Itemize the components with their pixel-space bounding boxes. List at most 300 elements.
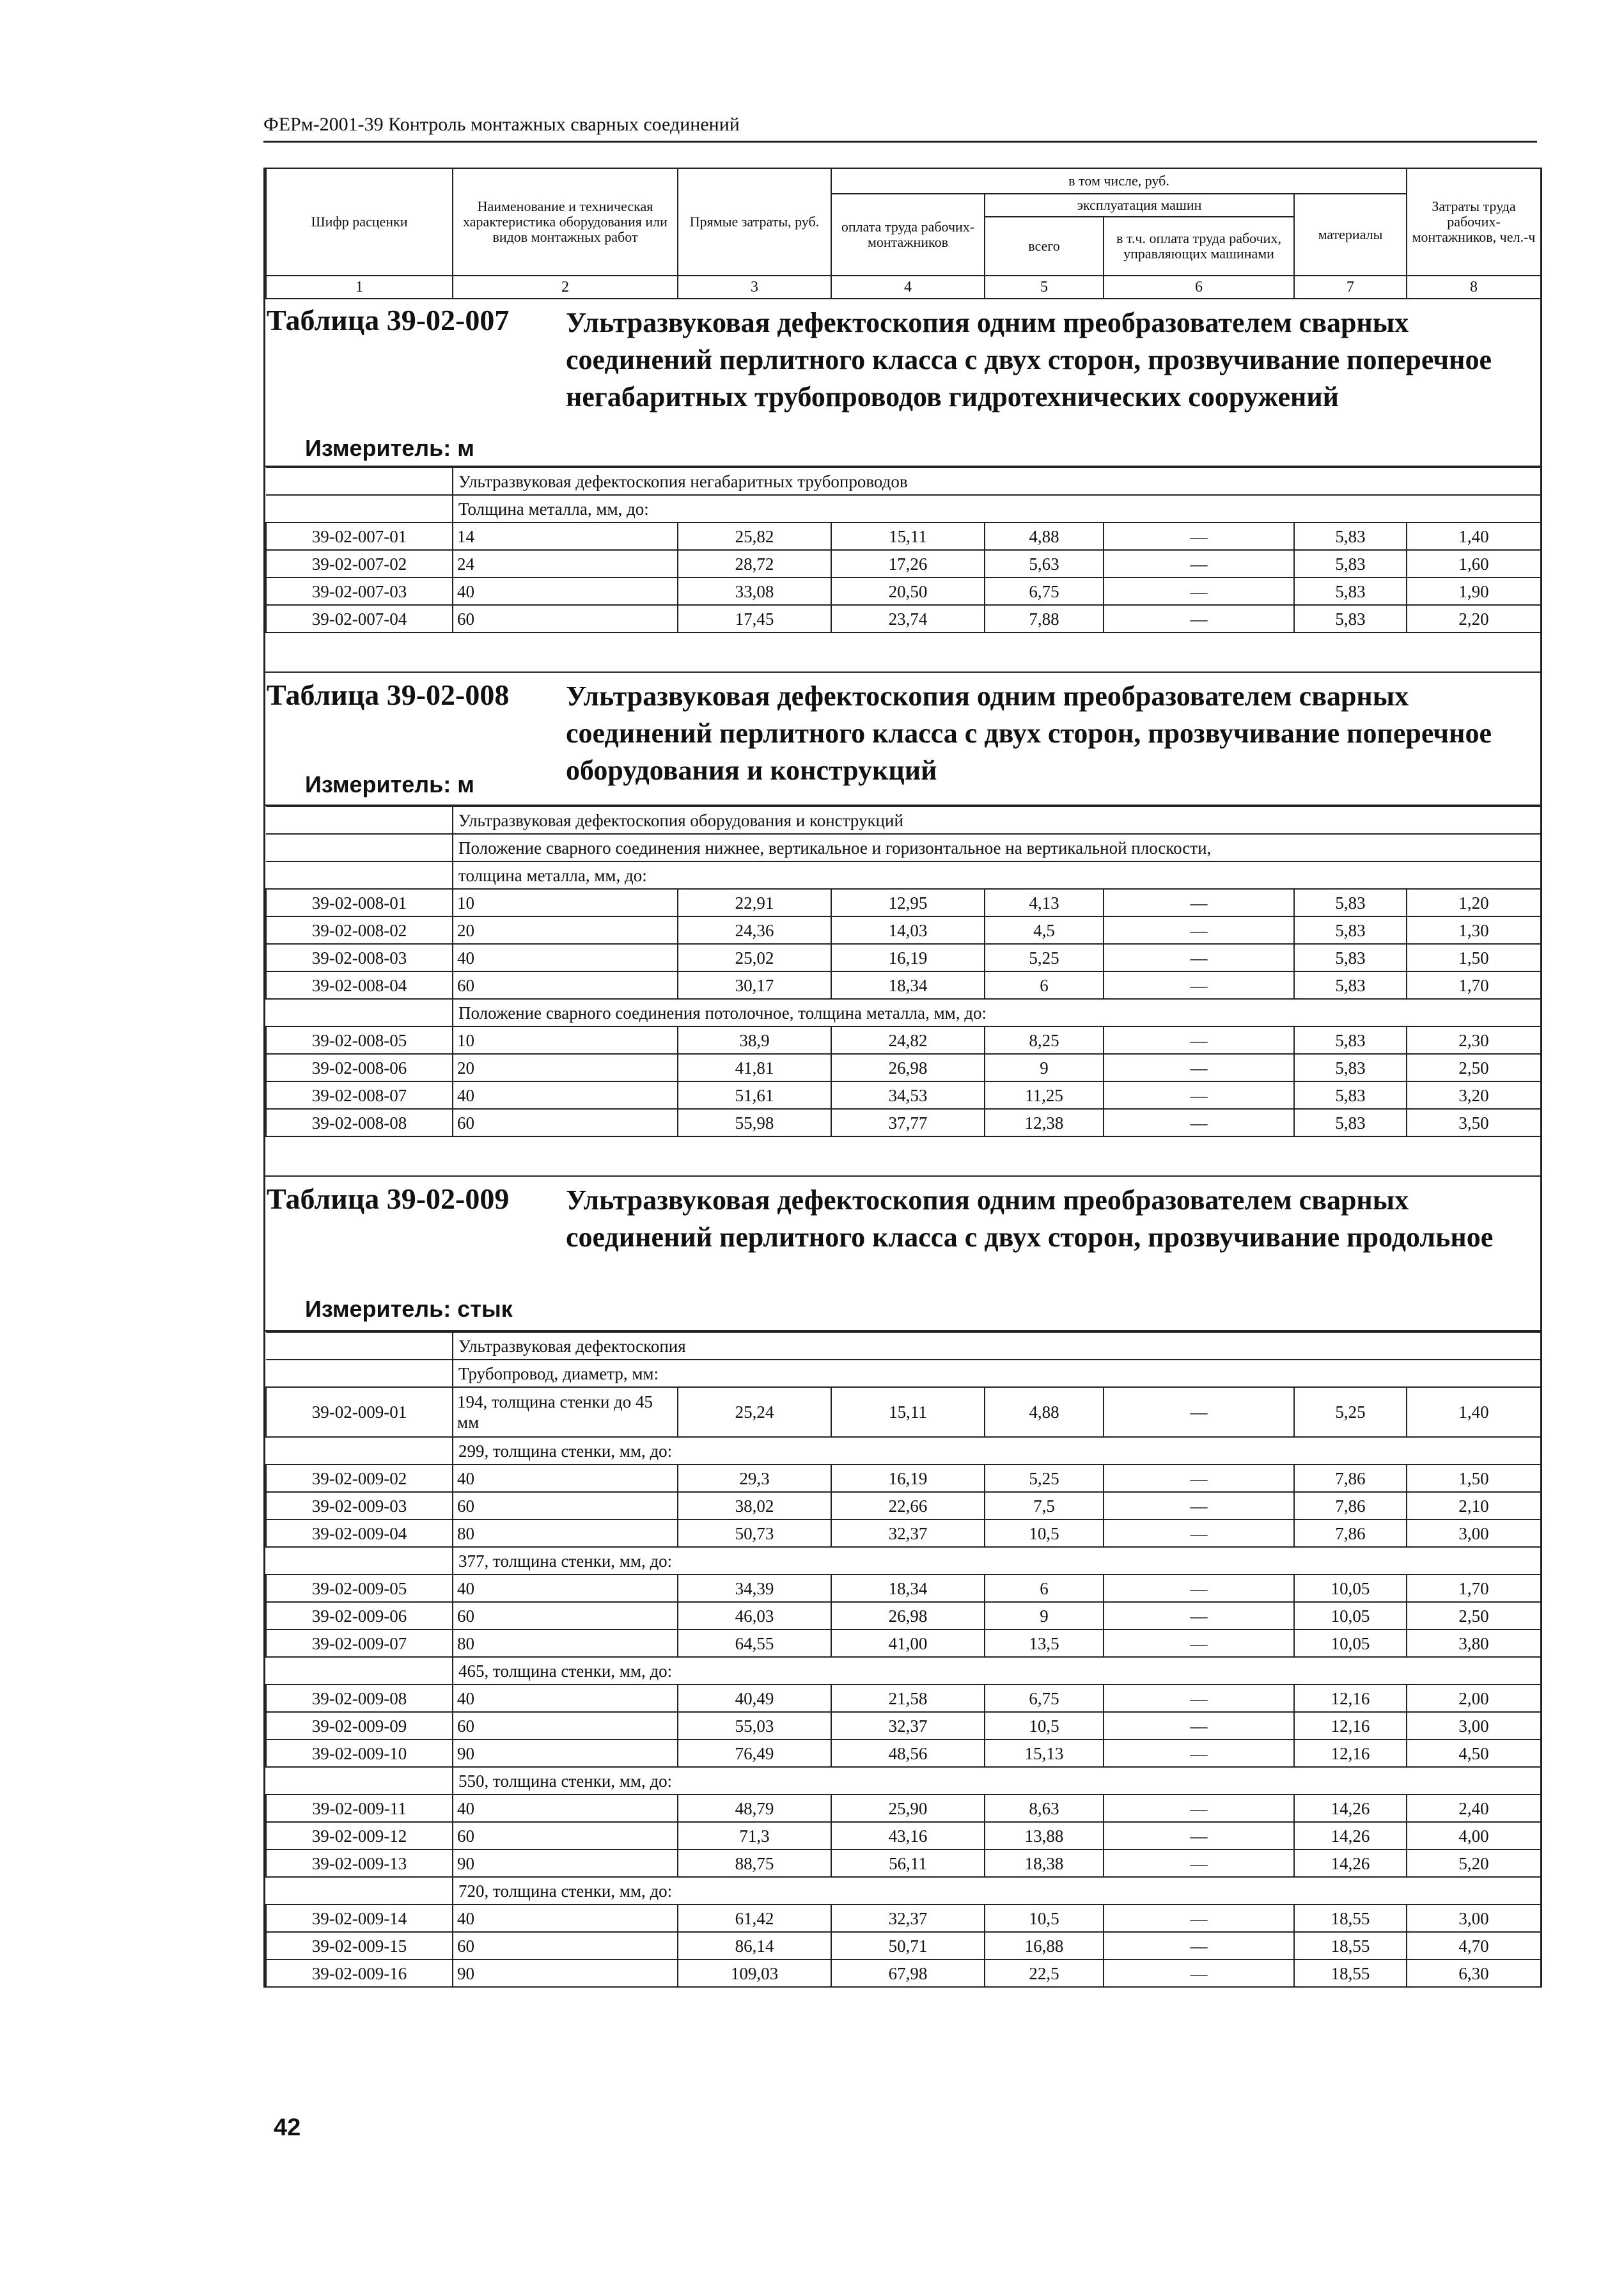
machine-cost: 18,38	[985, 1849, 1104, 1877]
rate-name: 20	[453, 916, 678, 944]
direct-cost: 30,17	[678, 971, 831, 999]
materials-cost: 10,05	[1294, 1574, 1407, 1602]
machine-labor-cost: —	[1104, 1684, 1294, 1712]
group-row	[266, 1547, 1541, 1574]
machine-labor-cost: —	[1104, 1932, 1294, 1959]
machine-labor-cost: —	[1104, 916, 1294, 944]
rate-code: 39-02-007-02	[266, 550, 453, 577]
materials-cost: 5,83	[1294, 944, 1407, 971]
rate-name: 20	[453, 1054, 678, 1081]
machine-labor-cost: —	[1104, 1054, 1294, 1081]
rate-code: 39-02-008-06	[266, 1054, 453, 1081]
rate-name: 60	[453, 605, 678, 632]
labor-cost: 21,58	[831, 1684, 985, 1712]
machine-labor-cost: —	[1104, 1109, 1294, 1136]
labor-hours: 1,30	[1407, 916, 1541, 944]
rate-code: 39-02-008-07	[266, 1081, 453, 1109]
machine-labor-cost: —	[1104, 944, 1294, 971]
machine-cost: 4,13	[985, 889, 1104, 916]
labor-hours: 3,20	[1407, 1081, 1541, 1109]
labor-hours: 1,40	[1407, 522, 1541, 550]
machine-cost: 9	[985, 1054, 1104, 1081]
table-heading	[265, 299, 1540, 467]
labor-hours: 1,60	[1407, 550, 1541, 577]
materials-cost: 5,83	[1294, 1054, 1407, 1081]
labor-cost: 32,37	[831, 1904, 985, 1932]
direct-cost: 55,98	[678, 1109, 831, 1136]
group-blank-cell	[266, 1547, 453, 1574]
labor-cost: 16,19	[831, 1464, 985, 1492]
col-header-code: Шифр расценки	[266, 168, 453, 276]
machine-cost: 13,5	[985, 1629, 1104, 1657]
direct-cost: 25,24	[678, 1387, 831, 1437]
direct-cost: 109,03	[678, 1959, 831, 1987]
materials-cost: 5,83	[1294, 1109, 1407, 1136]
group-blank-cell	[266, 999, 453, 1026]
rate-name: 24	[453, 550, 678, 577]
group-row	[266, 1437, 1541, 1464]
rate-code: 39-02-009-10	[266, 1739, 453, 1767]
direct-cost: 71,3	[678, 1822, 831, 1849]
rate-name: 60	[453, 1109, 678, 1136]
machine-cost: 5,63	[985, 550, 1104, 577]
direct-cost: 25,02	[678, 944, 831, 971]
table-label: Таблица 39-02-007	[267, 304, 510, 336]
rate-name: 60	[453, 1602, 678, 1629]
direct-cost: 88,75	[678, 1849, 831, 1877]
labor-cost: 37,77	[831, 1109, 985, 1136]
machine-labor-cost: —	[1104, 971, 1294, 999]
labor-hours: 1,70	[1407, 1574, 1541, 1602]
labor-hours: 2,30	[1407, 1026, 1541, 1054]
materials-cost: 5,83	[1294, 605, 1407, 632]
rate-code: 39-02-009-02	[266, 1464, 453, 1492]
labor-cost: 32,37	[831, 1519, 985, 1547]
col-header-labor: оплата труда рабочих-монтажников	[831, 194, 985, 276]
machine-labor-cost: —	[1104, 1464, 1294, 1492]
group-blank-cell	[266, 834, 453, 861]
table-label: Таблица 39-02-009	[267, 1182, 510, 1215]
labor-cost: 20,50	[831, 577, 985, 605]
materials-cost: 14,26	[1294, 1849, 1407, 1877]
labor-hours: 1,50	[1407, 1464, 1541, 1492]
table-row	[266, 1822, 1541, 1849]
materials-cost: 5,83	[1294, 1026, 1407, 1054]
table-title: Ультразвуковая дефектоскопия одним преобразователем сварных соединений перлитного класса с двух сторон, прозвучивание поперечное негабаритных трубопроводов гидротехнических сооружений	[566, 307, 1492, 412]
group-row	[266, 806, 1541, 834]
table-row	[266, 1387, 1541, 1437]
direct-cost: 48,79	[678, 1794, 831, 1822]
group-label: 299, толщина стенки, мм, до:	[453, 1437, 1541, 1464]
machine-cost: 7,88	[985, 605, 1104, 632]
labor-hours: 3,00	[1407, 1904, 1541, 1932]
group-blank-cell	[266, 495, 453, 522]
group-label: Ультразвуковая дефектоскопия оборудования и конструкций	[453, 806, 1541, 834]
table-row	[266, 1629, 1541, 1657]
group-label: Положение сварного соединения потолочное, толщина металла, мм, до:	[453, 999, 1541, 1026]
machine-cost: 7,5	[985, 1492, 1104, 1519]
col-number: 6	[1104, 276, 1294, 299]
rate-code: 39-02-009-13	[266, 1849, 453, 1877]
group-label: Ультразвуковая дефектоскопия негабаритных трубопроводов	[453, 467, 1541, 495]
labor-hours: 4,50	[1407, 1739, 1541, 1767]
table-row	[266, 1026, 1541, 1054]
group-label: 377, толщина стенки, мм, до:	[453, 1547, 1541, 1574]
labor-hours: 1,50	[1407, 944, 1541, 971]
group-label: Положение сварного соединения нижнее, вертикальное и горизонтальное на вертикальной плоскости,	[453, 834, 1541, 861]
labor-cost: 16,19	[831, 944, 985, 971]
group-row	[266, 1332, 1541, 1360]
machine-cost: 5,25	[985, 944, 1104, 971]
rate-name: 40	[453, 1081, 678, 1109]
machine-cost: 6,75	[985, 1684, 1104, 1712]
direct-cost: 50,73	[678, 1519, 831, 1547]
machine-labor-cost: —	[1104, 1602, 1294, 1629]
group-row	[266, 1767, 1541, 1794]
materials-cost: 12,16	[1294, 1684, 1407, 1712]
labor-hours: 2,50	[1407, 1602, 1541, 1629]
table-row	[266, 1959, 1541, 1987]
col-header-hours: Затраты труда рабочих-монтажников, чел.-ч	[1407, 168, 1541, 276]
rate-name: 90	[453, 1959, 678, 1987]
rate-name: 40	[453, 1464, 678, 1492]
table-row	[266, 1904, 1541, 1932]
materials-cost: 18,55	[1294, 1932, 1407, 1959]
rate-code: 39-02-008-03	[266, 944, 453, 971]
machine-cost: 4,88	[985, 1387, 1104, 1437]
direct-cost: 51,61	[678, 1081, 831, 1109]
direct-cost: 33,08	[678, 577, 831, 605]
rate-code: 39-02-009-04	[266, 1519, 453, 1547]
col-header-mach-labor: в т.ч. оплата труда рабочих, управляющих машинами	[1104, 217, 1294, 276]
labor-hours: 3,50	[1407, 1109, 1541, 1136]
machine-cost: 8,63	[985, 1794, 1104, 1822]
group-row	[266, 834, 1541, 861]
table-row	[266, 1932, 1541, 1959]
labor-hours: 1,70	[1407, 971, 1541, 999]
machine-labor-cost: —	[1104, 1081, 1294, 1109]
table-row	[266, 550, 1541, 577]
rate-name: 60	[453, 1932, 678, 1959]
price-table	[265, 806, 1542, 1137]
col-number: 4	[831, 276, 985, 299]
labor-cost: 34,53	[831, 1081, 985, 1109]
table-row	[266, 1712, 1541, 1739]
labor-hours: 2,00	[1407, 1684, 1541, 1712]
machine-labor-cost: —	[1104, 1519, 1294, 1547]
table-row	[266, 944, 1541, 971]
rate-name: 10	[453, 889, 678, 916]
rate-name: 40	[453, 1684, 678, 1712]
col-header-name: Наименование и техническая характеристика оборудования или видов монтажных работ	[453, 168, 678, 276]
rate-code: 39-02-009-03	[266, 1492, 453, 1519]
machine-cost: 15,13	[985, 1739, 1104, 1767]
table-row	[266, 1054, 1541, 1081]
rate-code: 39-02-009-09	[266, 1712, 453, 1739]
table-row	[266, 889, 1541, 916]
labor-hours: 2,10	[1407, 1492, 1541, 1519]
labor-cost: 50,71	[831, 1932, 985, 1959]
materials-cost: 10,05	[1294, 1602, 1407, 1629]
machine-cost: 10,5	[985, 1712, 1104, 1739]
materials-cost: 5,83	[1294, 1081, 1407, 1109]
table-title: Ультразвуковая дефектоскопия одним преобразователем сварных соединений перлитного класса с двух сторон, прозвучивание продольное	[566, 1184, 1494, 1253]
machine-cost: 9	[985, 1602, 1104, 1629]
table-row	[266, 1574, 1541, 1602]
labor-cost: 24,82	[831, 1026, 985, 1054]
materials-cost: 5,83	[1294, 889, 1407, 916]
col-header-mach-total: всего	[985, 217, 1104, 276]
machine-cost: 4,5	[985, 916, 1104, 944]
table-row	[266, 1739, 1541, 1767]
labor-hours: 2,40	[1407, 1794, 1541, 1822]
group-row	[266, 861, 1541, 889]
rate-name: 60	[453, 1822, 678, 1849]
group-blank-cell	[266, 1877, 453, 1904]
col-number: 3	[678, 276, 831, 299]
table-title: Ультразвуковая дефектоскопия одним преобразователем сварных соединений перлитного класса с двух сторон, прозвучивание поперечное оборудования и конструкций	[566, 680, 1492, 786]
rate-code: 39-02-009-07	[266, 1629, 453, 1657]
col-number: 1	[266, 276, 453, 299]
table-heading	[265, 1175, 1540, 1331]
group-row	[266, 1657, 1541, 1684]
machine-cost: 13,88	[985, 1822, 1104, 1849]
col-header-direct: Прямые затраты, руб.	[678, 168, 831, 276]
table-row	[266, 971, 1541, 999]
materials-cost: 18,55	[1294, 1959, 1407, 1987]
rate-name: 90	[453, 1849, 678, 1877]
materials-cost: 5,83	[1294, 577, 1407, 605]
direct-cost: 22,91	[678, 889, 831, 916]
group-label: 720, толщина стенки, мм, до:	[453, 1877, 1541, 1904]
rate-name: 80	[453, 1629, 678, 1657]
labor-hours: 5,20	[1407, 1849, 1541, 1877]
table-label: Таблица 39-02-008	[267, 679, 510, 711]
col-header-incl: в том числе, руб.	[831, 168, 1407, 194]
direct-cost: 61,42	[678, 1904, 831, 1932]
direct-cost: 17,45	[678, 605, 831, 632]
rate-name: 10	[453, 1026, 678, 1054]
rate-name: 194, толщина стенки до 45 мм	[453, 1387, 678, 1437]
machine-labor-cost: —	[1104, 1387, 1294, 1437]
labor-hours: 4,70	[1407, 1932, 1541, 1959]
rate-code: 39-02-009-14	[266, 1904, 453, 1932]
machine-labor-cost: —	[1104, 889, 1294, 916]
rate-code: 39-02-008-05	[266, 1026, 453, 1054]
materials-cost: 5,25	[1294, 1387, 1407, 1437]
materials-cost: 5,83	[1294, 550, 1407, 577]
machine-cost: 16,88	[985, 1932, 1104, 1959]
group-row	[266, 1877, 1541, 1904]
direct-cost: 55,03	[678, 1712, 831, 1739]
direct-cost: 28,72	[678, 550, 831, 577]
column-number-row	[266, 276, 1541, 299]
machine-cost: 4,88	[985, 522, 1104, 550]
column-header-table	[265, 168, 1542, 299]
rate-code: 39-02-007-01	[266, 522, 453, 550]
rate-name: 40	[453, 577, 678, 605]
direct-cost: 41,81	[678, 1054, 831, 1081]
group-blank-cell	[266, 1332, 453, 1360]
group-label: 550, толщина стенки, мм, до:	[453, 1767, 1541, 1794]
rate-name: 14	[453, 522, 678, 550]
machine-labor-cost: —	[1104, 522, 1294, 550]
labor-cost: 12,95	[831, 889, 985, 916]
labor-hours: 3,00	[1407, 1519, 1541, 1547]
group-blank-cell	[266, 1767, 453, 1794]
materials-cost: 7,86	[1294, 1492, 1407, 1519]
direct-cost: 38,02	[678, 1492, 831, 1519]
materials-cost: 7,86	[1294, 1519, 1407, 1547]
group-row	[266, 999, 1541, 1026]
col-number: 7	[1294, 276, 1407, 299]
machine-cost: 10,5	[985, 1519, 1104, 1547]
labor-cost: 17,26	[831, 550, 985, 577]
rate-name: 60	[453, 1492, 678, 1519]
machine-labor-cost: —	[1104, 605, 1294, 632]
machine-labor-cost: —	[1104, 1026, 1294, 1054]
table-row	[266, 916, 1541, 944]
machine-labor-cost: —	[1104, 1574, 1294, 1602]
group-label: Трубопровод, диаметр, мм:	[453, 1360, 1541, 1387]
machine-cost: 6	[985, 1574, 1104, 1602]
labor-cost: 26,98	[831, 1054, 985, 1081]
table-row	[266, 1794, 1541, 1822]
labor-hours: 4,00	[1407, 1822, 1541, 1849]
labor-cost: 56,11	[831, 1849, 985, 1877]
direct-cost: 40,49	[678, 1684, 831, 1712]
direct-cost: 86,14	[678, 1932, 831, 1959]
machine-labor-cost: —	[1104, 1712, 1294, 1739]
labor-cost: 43,16	[831, 1822, 985, 1849]
rate-code: 39-02-007-03	[266, 577, 453, 605]
price-table	[265, 467, 1542, 633]
group-blank-cell	[266, 1437, 453, 1464]
materials-cost: 5,83	[1294, 971, 1407, 999]
rate-name: 60	[453, 971, 678, 999]
page-number: 42	[274, 2114, 301, 2141]
rate-code: 39-02-007-04	[266, 605, 453, 632]
labor-cost: 23,74	[831, 605, 985, 632]
group-label: толщина металла, мм, до:	[453, 861, 1541, 889]
table-row	[266, 1109, 1541, 1136]
labor-cost: 18,34	[831, 971, 985, 999]
rate-name: 90	[453, 1739, 678, 1767]
machine-cost: 22,5	[985, 1959, 1104, 1987]
direct-cost: 29,3	[678, 1464, 831, 1492]
table-row	[266, 1492, 1541, 1519]
table-unit: Измеритель: стык	[305, 1296, 513, 1322]
labor-hours: 3,00	[1407, 1712, 1541, 1739]
group-blank-cell	[266, 1360, 453, 1387]
group-blank-cell	[266, 467, 453, 495]
rate-code: 39-02-009-08	[266, 1684, 453, 1712]
group-label: Толщина металла, мм, до:	[453, 495, 1541, 522]
machine-labor-cost: —	[1104, 550, 1294, 577]
machine-cost: 10,5	[985, 1904, 1104, 1932]
group-label: Ультразвуковая дефектоскопия	[453, 1332, 1541, 1360]
rate-name: 80	[453, 1519, 678, 1547]
table-row	[266, 605, 1541, 632]
machine-cost: 6	[985, 971, 1104, 999]
labor-cost: 14,03	[831, 916, 985, 944]
rate-code: 39-02-008-01	[266, 889, 453, 916]
col-number: 5	[985, 276, 1104, 299]
labor-cost: 15,11	[831, 1387, 985, 1437]
direct-cost: 46,03	[678, 1602, 831, 1629]
group-row	[266, 495, 1541, 522]
materials-cost: 18,55	[1294, 1904, 1407, 1932]
labor-hours: 3,80	[1407, 1629, 1541, 1657]
col-header-machines: эксплуатация машин	[985, 194, 1294, 217]
labor-cost: 15,11	[831, 522, 985, 550]
labor-cost: 48,56	[831, 1739, 985, 1767]
rate-name: 40	[453, 1574, 678, 1602]
labor-cost: 67,98	[831, 1959, 985, 1987]
direct-cost: 76,49	[678, 1739, 831, 1767]
table-heading	[265, 671, 1540, 806]
direct-cost: 64,55	[678, 1629, 831, 1657]
rate-code: 39-02-008-02	[266, 916, 453, 944]
rate-code: 39-02-009-15	[266, 1932, 453, 1959]
machine-cost: 6,75	[985, 577, 1104, 605]
materials-cost: 12,16	[1294, 1739, 1407, 1767]
machine-labor-cost: —	[1104, 1629, 1294, 1657]
table-unit: Измеритель: м	[305, 435, 474, 461]
table-row	[266, 1464, 1541, 1492]
labor-hours: 2,50	[1407, 1054, 1541, 1081]
materials-cost: 14,26	[1294, 1794, 1407, 1822]
rate-code: 39-02-008-04	[266, 971, 453, 999]
price-table	[265, 1331, 1542, 1988]
group-label: 465, толщина стенки, мм, до:	[453, 1657, 1541, 1684]
table-row	[266, 577, 1541, 605]
labor-cost: 18,34	[831, 1574, 985, 1602]
materials-cost: 7,86	[1294, 1464, 1407, 1492]
col-number: 8	[1407, 276, 1541, 299]
rate-name: 40	[453, 944, 678, 971]
machine-cost: 12,38	[985, 1109, 1104, 1136]
table-row	[266, 1519, 1541, 1547]
direct-cost: 25,82	[678, 522, 831, 550]
rate-name: 60	[453, 1712, 678, 1739]
machine-labor-cost: —	[1104, 1739, 1294, 1767]
machine-cost: 8,25	[985, 1026, 1104, 1054]
labor-hours: 1,20	[1407, 889, 1541, 916]
machine-labor-cost: —	[1104, 1822, 1294, 1849]
labor-cost: 32,37	[831, 1712, 985, 1739]
labor-cost: 26,98	[831, 1602, 985, 1629]
machine-labor-cost: —	[1104, 577, 1294, 605]
materials-cost: 10,05	[1294, 1629, 1407, 1657]
rate-code: 39-02-009-05	[266, 1574, 453, 1602]
materials-cost: 14,26	[1294, 1822, 1407, 1849]
labor-cost: 25,90	[831, 1794, 985, 1822]
group-blank-cell	[266, 861, 453, 889]
materials-cost: 5,83	[1294, 916, 1407, 944]
rate-code: 39-02-009-06	[266, 1602, 453, 1629]
group-blank-cell	[266, 1657, 453, 1684]
machine-cost: 5,25	[985, 1464, 1104, 1492]
rate-name: 40	[453, 1794, 678, 1822]
machine-labor-cost: —	[1104, 1904, 1294, 1932]
group-row	[266, 467, 1541, 495]
group-row	[266, 1360, 1541, 1387]
rate-code: 39-02-008-08	[266, 1109, 453, 1136]
labor-cost: 22,66	[831, 1492, 985, 1519]
labor-cost: 41,00	[831, 1629, 985, 1657]
rate-code: 39-02-009-01	[266, 1387, 453, 1437]
